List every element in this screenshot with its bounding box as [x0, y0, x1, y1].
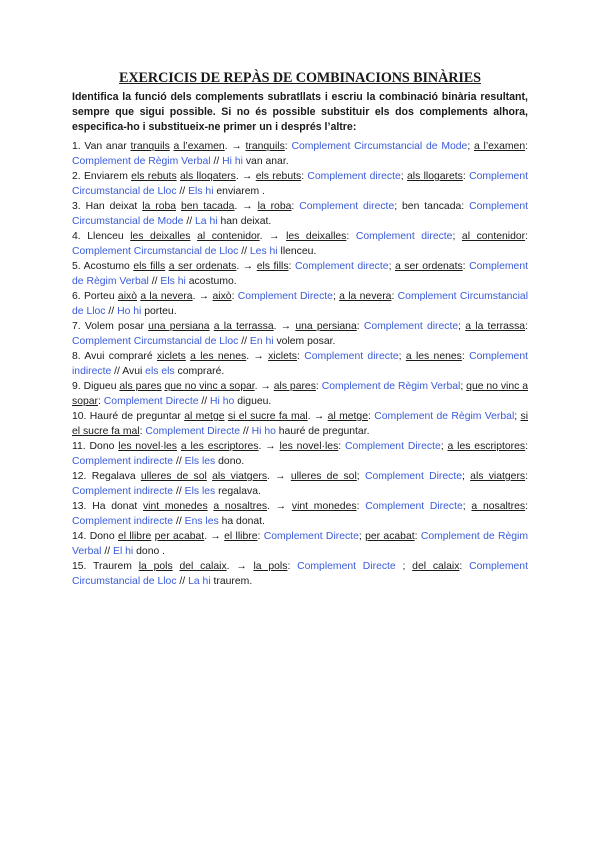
exercise-text: ;	[440, 441, 448, 452]
exercise-text: :	[525, 141, 529, 152]
exercise-list	[72, 139, 528, 589]
underlined-complement: la roba	[142, 201, 177, 212]
exercise-text: compraré.	[174, 366, 225, 377]
answer-text: En hi	[249, 336, 274, 347]
answer-text: Complement Circumstancial de Lloc	[72, 336, 239, 347]
answer-text: Complement Directe	[263, 531, 359, 542]
exercise-text: :	[301, 171, 308, 182]
exercise-text: :	[296, 351, 305, 362]
exercise-text: 3. Han deixat	[72, 201, 143, 212]
exercise-item	[72, 469, 528, 499]
exercise-text: . →	[234, 201, 258, 212]
underlined-complement: si el sucre fa mal	[227, 411, 308, 422]
underlined-complement: a l’examen	[173, 141, 225, 152]
exercise-item	[72, 169, 528, 199]
answer-text: Complement Circumstancial de Lloc	[72, 171, 528, 197]
exercise-text: //	[173, 516, 185, 527]
underlined-complement: als viatgers	[470, 471, 526, 482]
answer-text: Complement de Règim Verbal	[72, 261, 528, 287]
exercise-text: han deixat.	[217, 216, 272, 227]
underlined-complement: si el sucre fa mal	[72, 411, 529, 437]
answer-text: Complement de Règim Verbal	[321, 381, 461, 392]
answer-text: La hi	[195, 216, 218, 227]
underlined-complement: al contenidor	[461, 231, 526, 242]
exercise-text: . →	[267, 501, 292, 512]
answer-text: Els hi	[160, 276, 186, 287]
exercise-text: :	[356, 321, 364, 332]
exercise-text: :	[356, 501, 366, 512]
answer-text: Complement Directe	[145, 426, 241, 437]
answer-text: Complement Directe	[103, 396, 199, 407]
exercise-text: ;	[452, 231, 462, 242]
exercise-item	[72, 289, 528, 319]
underlined-complement: a la terrassa	[465, 321, 526, 332]
underlined-complement: una persiana	[148, 321, 210, 332]
exercise-text: :	[459, 561, 470, 572]
underlined-complement: els fills	[256, 261, 289, 272]
answer-text: Ho hi	[117, 306, 142, 317]
exercise-text: 13. Ha donat	[72, 501, 143, 512]
underlined-complement: del calaix	[179, 561, 227, 572]
exercise-text: . →	[192, 291, 213, 302]
answer-text: Complement indirecte	[72, 351, 528, 377]
answer-text: Complement indirecte	[72, 486, 174, 497]
exercise-text: :	[257, 531, 264, 542]
exercise-text: :	[231, 291, 238, 302]
underlined-complement: el llibre	[224, 531, 258, 542]
exercise-text: acostumo.	[185, 276, 237, 287]
underlined-complement: la roba	[257, 201, 292, 212]
answer-text: Complement indirecte	[72, 456, 174, 467]
underlined-complement: tranquils	[245, 141, 285, 152]
exercise-text: //	[198, 396, 211, 407]
underlined-complement: als lloqaters	[179, 171, 236, 182]
underlined-complement: a nosaltres	[213, 501, 268, 512]
underlined-complement: per acabat	[365, 531, 415, 542]
exercise-text: :	[284, 141, 292, 152]
exercise-text: 9. Digueu	[72, 381, 120, 392]
underlined-complement: les novel·les	[118, 441, 178, 452]
exercise-item	[72, 529, 528, 559]
underlined-complement: la pols	[253, 561, 288, 572]
answer-text: els els	[145, 366, 175, 377]
underlined-complement: a ser ordenats	[394, 261, 463, 272]
answer-text: Complement Circumstancial de Mode	[72, 201, 528, 227]
exercise-text: . →	[254, 381, 274, 392]
underlined-complement: a ser ordenats	[168, 261, 237, 272]
exercise-text: :	[525, 321, 528, 332]
underlined-complement: als pares	[273, 381, 316, 392]
answer-text: Els hi	[188, 186, 214, 197]
underlined-complement: a les escriptores	[180, 441, 259, 452]
underlined-complement: el llibre	[117, 531, 152, 542]
answer-text: Complement Directe	[297, 561, 396, 572]
exercise-text: 15. Traurem	[72, 561, 139, 572]
exercise-text: ; ben tancada:	[394, 201, 470, 212]
exercise-item	[72, 349, 528, 379]
underlined-complement: del calaix	[412, 561, 460, 572]
exercise-text: traurem.	[210, 576, 253, 587]
answer-text: Complement Circumstancial de Lloc	[72, 561, 528, 587]
answer-text: Hi ho	[210, 396, 235, 407]
exercise-text: ;	[400, 171, 407, 182]
underlined-complement: a les nenes	[405, 351, 462, 362]
exercise-text: . →	[235, 171, 256, 182]
underlined-complement: les novel·les	[279, 441, 339, 452]
exercise-text: //	[101, 546, 114, 557]
exercise-text: :	[461, 351, 470, 362]
exercise-text: regalava.	[215, 486, 261, 497]
exercise-text: llenceu.	[277, 246, 317, 257]
exercise-text: :	[525, 231, 528, 242]
answer-text: El hi	[113, 546, 134, 557]
exercise-text: . →	[307, 411, 328, 422]
exercise-item	[72, 139, 528, 169]
exercise-text: ha donat.	[218, 516, 265, 527]
underlined-complement: una persiana	[295, 321, 357, 332]
exercise-text: :	[462, 261, 470, 272]
exercise-text: dono .	[133, 546, 166, 557]
page-title: EXERCICIS DE REPÀS DE COMBINACIONS BINÀRIES	[119, 70, 481, 86]
exercise-text: . →	[236, 261, 257, 272]
exercise-item	[72, 229, 528, 259]
underlined-complement: als pares	[119, 381, 162, 392]
exercise-text: 2. Enviarem	[72, 171, 132, 182]
exercise-text: ;	[514, 411, 521, 422]
underlined-complement: al metge	[327, 411, 368, 422]
exercise-text: 5. Acostumo	[72, 261, 134, 272]
underlined-complement: a la terrassa	[213, 321, 274, 332]
exercise-text: :	[525, 501, 529, 512]
underlined-complement: vint monedes	[291, 501, 357, 512]
answer-text: Els les	[184, 456, 216, 467]
exercise-text: 12. Regalava	[72, 471, 141, 482]
document-page	[72, 70, 528, 589]
answer-text: Hi hi	[222, 156, 243, 167]
exercise-text: :	[368, 411, 375, 422]
answer-text: Complement Directe	[365, 501, 463, 512]
exercise-text: //	[176, 186, 189, 197]
answer-text: Complement directe	[299, 201, 395, 212]
exercise-text: ;	[358, 531, 366, 542]
exercise-item	[72, 259, 528, 289]
answer-text: Complement Circumstancial de Mode	[291, 141, 468, 152]
exercise-text: :	[462, 171, 470, 182]
exercise-text: porteu.	[141, 306, 177, 317]
exercise-text: 4. Llenceu	[72, 231, 131, 242]
answer-text: La hi	[188, 576, 211, 587]
exercise-text: ;	[398, 351, 406, 362]
exercise-text: digueu.	[234, 396, 272, 407]
underlined-complement: ulleres de sol	[290, 471, 357, 482]
exercise-text: //	[240, 426, 252, 437]
underlined-complement: les deixalles	[286, 231, 347, 242]
exercise-text: :	[98, 396, 104, 407]
underlined-complement: al contenidor	[197, 231, 260, 242]
underlined-complement: als viatgers	[212, 471, 268, 482]
exercise-text: :	[287, 561, 298, 572]
answer-text: Complement de Règim Verbal	[72, 531, 528, 557]
exercise-text: :	[525, 441, 529, 452]
underlined-complement: tranquils	[130, 141, 170, 152]
underlined-complement: als llogarets	[407, 171, 463, 182]
underlined-complement: a l’examen	[473, 141, 526, 152]
instructions: Identifica la funció dels complements subratllats i escriu la combinació binària resultant, sempre que sigui possible. Si no és possible substituir els dos complements alhora, especifica-ho i substitueix-ne primer un i després l’altre:	[72, 91, 528, 133]
underlined-complement: que no vinc a sopar	[72, 381, 529, 407]
exercise-text: van anar.	[242, 156, 289, 167]
exercise-text: volem posar.	[273, 336, 336, 347]
exercise-text: :	[315, 381, 322, 392]
exercise-text: ;	[395, 561, 413, 572]
exercise-item	[72, 379, 528, 409]
exercise-text: 11. Dono	[72, 441, 119, 452]
underlined-complement: els rebuts	[131, 171, 177, 182]
exercise-text: :	[291, 201, 300, 212]
exercise-text: ;	[332, 291, 340, 302]
answer-text: Complement de Règim Verbal	[72, 156, 211, 167]
underlined-complement: a nosaltres	[471, 501, 526, 512]
underlined-complement: els fills	[133, 261, 166, 272]
answer-text: Complement Circumstancial de Lloc	[72, 291, 529, 317]
exercise-text: //	[176, 576, 189, 587]
exercise-text: :	[338, 441, 346, 452]
underlined-complement: vint monedes	[142, 501, 208, 512]
exercise-text: . →	[204, 531, 225, 542]
answer-text: Complement directe	[307, 171, 401, 182]
exercise-text: //	[148, 276, 161, 287]
underlined-complement: a la nevera	[140, 291, 193, 302]
underlined-complement: que no vinc a sopar	[164, 381, 255, 392]
exercise-text: enviarem .	[213, 186, 265, 197]
underlined-complement: per acabat	[154, 531, 205, 542]
underlined-complement: la pols	[138, 561, 173, 572]
underlined-complement: xiclets	[156, 351, 186, 362]
underlined-complement: això	[212, 291, 232, 302]
answer-text: Complement indirecte	[72, 516, 174, 527]
underlined-complement: xiclets	[268, 351, 297, 362]
exercise-item	[72, 439, 528, 469]
exercise-text: ;	[462, 471, 471, 482]
exercise-text: . →	[246, 351, 269, 362]
answer-text: Ens les	[184, 516, 219, 527]
answer-text: Els les	[184, 486, 216, 497]
answer-text: Les hi	[249, 246, 278, 257]
exercise-text: //	[238, 336, 250, 347]
exercise-text: // Avui	[111, 366, 146, 377]
exercise-text: ;	[460, 381, 467, 392]
exercise-item	[72, 409, 528, 439]
underlined-complement: al metge	[184, 411, 225, 422]
exercise-text: . →	[273, 321, 296, 332]
answer-text: Complement Directe	[345, 441, 441, 452]
exercise-text: //	[105, 306, 118, 317]
underlined-complement: ben tacada	[180, 201, 235, 212]
exercise-text: :	[139, 426, 146, 437]
exercise-text: ;	[467, 141, 474, 152]
exercise-text: 14. Dono	[72, 531, 118, 542]
answer-text: Complement de Règim Verbal	[374, 411, 515, 422]
underlined-complement: això	[117, 291, 137, 302]
answer-text: Complement Directe	[237, 291, 333, 302]
exercise-text: hauré de preguntar.	[275, 426, 370, 437]
exercise-item	[72, 199, 528, 229]
underlined-complement: a la nevera	[339, 291, 392, 302]
exercise-text: //	[173, 456, 185, 467]
underlined-complement: ulleres de sol	[140, 471, 207, 482]
exercise-text: 10. Hauré de preguntar	[72, 411, 185, 422]
exercise-text: ;	[462, 501, 472, 512]
answer-text: Hi ho	[251, 426, 276, 437]
answer-text: Complement directe	[304, 351, 399, 362]
exercise-text: :	[391, 291, 398, 302]
underlined-complement: les deixalles	[130, 231, 191, 242]
underlined-complement: a les nenes	[190, 351, 247, 362]
exercise-item	[72, 319, 528, 349]
exercise-text: 1. Van anar	[72, 141, 131, 152]
answer-text: Complement Circumstancial de Lloc	[72, 246, 239, 257]
exercise-text: :	[414, 531, 421, 542]
underlined-complement: els rebuts	[255, 171, 302, 182]
answer-text: Complement directe	[294, 261, 389, 272]
exercise-text: ;	[388, 261, 395, 272]
answer-text: Complement Directe	[364, 471, 463, 482]
underlined-complement: a les escriptores	[447, 441, 526, 452]
exercise-text: . →	[259, 231, 287, 242]
exercise-item	[72, 499, 528, 529]
exercise-text: 6. Porteu	[72, 291, 118, 302]
answer-text: Complement directe	[363, 321, 459, 332]
answer-text: Complement directe	[355, 231, 453, 242]
exercise-text: :	[525, 471, 528, 482]
exercise-text: //	[183, 216, 196, 227]
exercise-text: ;	[356, 471, 365, 482]
exercise-item	[72, 559, 528, 589]
exercise-text: . →	[226, 561, 254, 572]
exercise-text: . →	[258, 441, 280, 452]
exercise-text: //	[238, 246, 250, 257]
exercise-text: 7. Volem posar	[72, 321, 149, 332]
exercise-text: :	[288, 261, 295, 272]
exercise-text: . →	[267, 471, 291, 482]
exercise-text: 8. Avui compraré	[72, 351, 157, 362]
exercise-text: dono.	[215, 456, 245, 467]
exercise-text: //	[210, 156, 223, 167]
exercise-text: ;	[458, 321, 466, 332]
exercise-text: . →	[224, 141, 246, 152]
exercise-text: :	[346, 231, 356, 242]
exercise-text: //	[173, 486, 185, 497]
